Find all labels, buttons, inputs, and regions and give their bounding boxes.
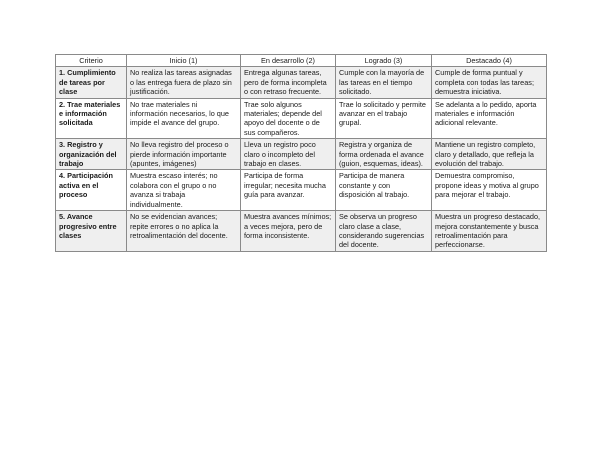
inicio-cell: No realiza las tareas asignadas o las entrega fuera de plazo sin justificación. bbox=[127, 67, 241, 98]
inicio-cell: No trae materiales ni información necesarios, lo que impide el avance del grupo. bbox=[127, 98, 241, 139]
criterio-cell: 2. Trae materiales e información solicitada bbox=[56, 98, 127, 139]
desarrollo-cell: Participa de forma irregular; necesita mucha guía para avanzar. bbox=[241, 170, 336, 211]
inicio-cell: Muestra escaso interés; no colabora con el grupo o no avanza si trabaja individualmente. bbox=[127, 170, 241, 211]
desarrollo-cell: Trae solo algunos materiales; depende del apoyo del docente o de sus compañeros. bbox=[241, 98, 336, 139]
desarrollo-cell: Muestra avances mínimos; a veces mejora, pero de forma inconsistente. bbox=[241, 211, 336, 252]
table-row bbox=[56, 211, 547, 252]
header-row bbox=[56, 55, 547, 67]
logrado-cell: Se observa un progreso claro clase a clase, considerando sugerencias del docente. bbox=[336, 211, 432, 252]
criterio-cell: 5. Avance progresivo entre clases bbox=[56, 211, 127, 252]
logrado-cell: Participa de manera constante y con disposición al trabajo. bbox=[336, 170, 432, 211]
destacado-cell: Muestra un progreso destacado, mejora constantemente y busca retroalimentación para perfeccionarse. bbox=[432, 211, 547, 252]
inicio-cell: No se evidencian avances; repite errores o no aplica la retroalimentación del docente. bbox=[127, 211, 241, 252]
rubric-table bbox=[55, 54, 547, 252]
logrado-cell: Registra y organiza de forma ordenada el avance (guion, esquemas, ideas). bbox=[336, 139, 432, 170]
destacado-cell: Cumple de forma puntual y completa con todas las tareas; demuestra iniciativa. bbox=[432, 67, 547, 98]
destacado-cell: Mantiene un registro completo, claro y detallado, que refleja la evolución del trabajo. bbox=[432, 139, 547, 170]
table-row bbox=[56, 98, 547, 139]
header-criterio: Criterio bbox=[56, 55, 127, 67]
table-row bbox=[56, 67, 547, 98]
table-row bbox=[56, 170, 547, 211]
header-en-desarrollo: En desarrollo (2) bbox=[241, 55, 336, 67]
header-destacado: Destacado (4) bbox=[432, 55, 547, 67]
table-row bbox=[56, 139, 547, 170]
criterio-cell: 4. Participación activa en el proceso bbox=[56, 170, 127, 211]
header-logrado: Logrado (3) bbox=[336, 55, 432, 67]
logrado-cell: Trae lo solicitado y permite avanzar en el trabajo grupal. bbox=[336, 98, 432, 139]
inicio-cell: No lleva registro del proceso o pierde información importante (apuntes, imágenes) bbox=[127, 139, 241, 170]
criterio-cell: 1. Cumplimiento de tareas por clase bbox=[56, 67, 127, 98]
logrado-cell: Cumple con la mayoría de las tareas en el tiempo solicitado. bbox=[336, 67, 432, 98]
header-inicio: Inicio (1) bbox=[127, 55, 241, 67]
desarrollo-cell: Entrega algunas tareas, pero de forma incompleta o con retraso frecuente. bbox=[241, 67, 336, 98]
destacado-cell: Se adelanta a lo pedido, aporta materiales e información adicional relevante. bbox=[432, 98, 547, 139]
desarrollo-cell: Lleva un registro poco claro o incompleto del trabajo en clases. bbox=[241, 139, 336, 170]
criterio-cell: 3. Registro y organización del trabajo bbox=[56, 139, 127, 170]
destacado-cell: Demuestra compromiso, propone ideas y motiva al grupo para mejorar el trabajo. bbox=[432, 170, 547, 211]
